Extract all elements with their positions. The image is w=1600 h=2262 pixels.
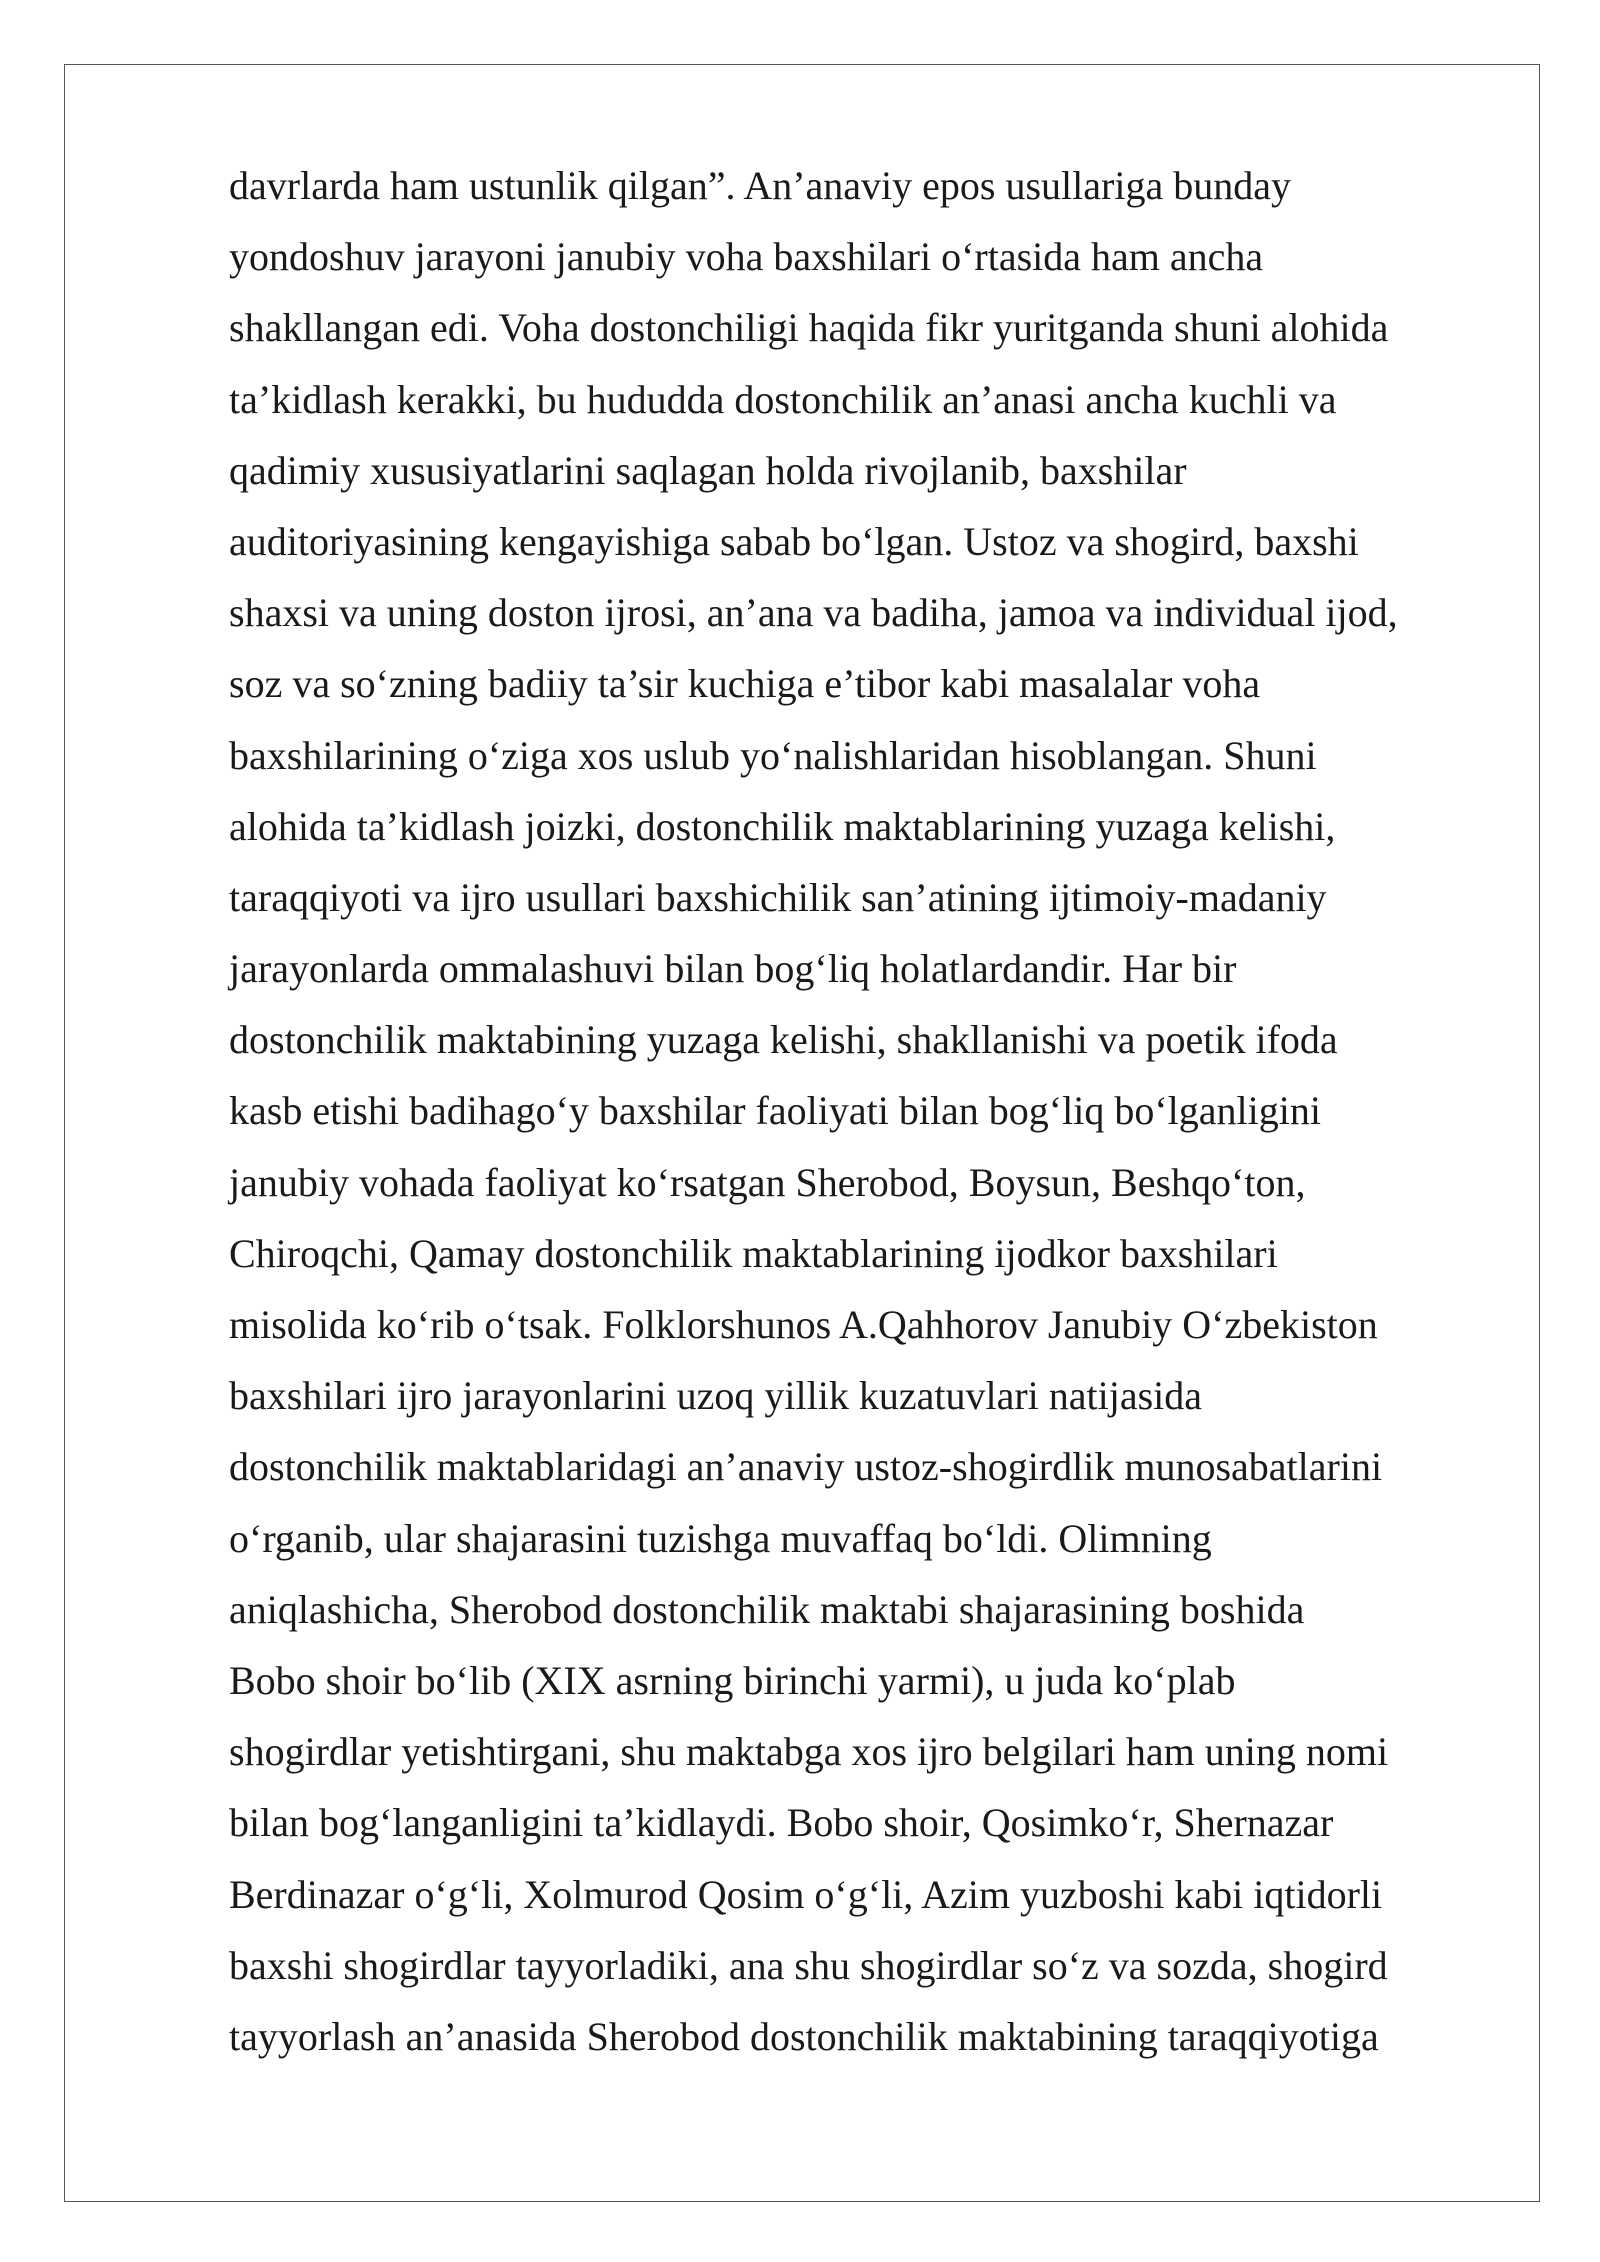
text-line: auditoriyasining kengayishiga sabab bo‘lgan. Ustoz va shogird, baxshi [229, 518, 1359, 564]
text-line: taraqqiyoti va ijro usullari baxshichilik san’atining ijtimoiy-madaniy [229, 874, 1327, 920]
text-line: soz va so‘zning badiiy ta’sir kuchiga e’tibor kabi masalalar voha [229, 661, 1261, 707]
text-line: tayyorlash an’anasida Sherobod dostonchilik maktabining taraqqiyotiga [229, 2013, 1379, 2059]
text-line: baxshilari ijro jarayonlarini uzoq yillik kuzatuvlari natijasida [229, 1373, 1203, 1419]
text-line: Chiroqchi, Qamay dostonchilik maktablarining ijodkor baxshilari [229, 1230, 1278, 1276]
text-line: qadimiy xususiyatlarini saqlagan holda rivojlanib, baxshilar [229, 447, 1187, 493]
text-line: dostonchilik maktablaridagi an’anaviy ustoz-shogirdlik munosabatlarini [229, 1444, 1383, 1490]
text-line: jarayonlarda ommalashuvi bilan bog‘liq holatlardandir. Har bir [229, 946, 1237, 992]
text-line: shogirdlar yetishtirgani, shu maktabga xos ijro belgilari ham uning nomi [229, 1729, 1389, 1775]
text-line: Berdinazar o‘g‘li, Xolmurod Qosim o‘g‘li, Azim yuzboshi kabi iqtidorli [229, 1871, 1383, 1917]
text-line: bilan bog‘langanligini ta’kidlaydi. Bobo shoir, Qosimko‘r, Shernazar [229, 1800, 1334, 1846]
text-line: ta’kidlash kerakki, bu hududda dostonchilik an’anasi ancha kuchli va [229, 376, 1337, 422]
text-line: davrlarda ham ustunlik qilgan”. An’anaviy epos usullariga bunday [229, 163, 1291, 208]
body-paragraph [229, 150, 1519, 2072]
text-line: baxshi shogirdlar tayyorladiki, ana shu shogirdlar so‘z va sozda, shogird [229, 1942, 1388, 1988]
text-line: alohida ta’kidlash joizki, dostonchilik maktablarining yuzaga kelishi, [229, 803, 1336, 849]
text-line: Bobo shoir bo‘lib (XIX asrning birinchi yarmi), u juda ko‘plab [229, 1657, 1236, 1703]
text-line: aniqlashicha, Sherobod dostonchilik maktabi shajarasining boshida [229, 1586, 1305, 1632]
text-line: misolida ko‘rib o‘tsak. Folklorshunos A.Qahhorov Janubiy O‘zbekiston [229, 1302, 1378, 1347]
text-line: yondoshuv jarayoni janubiy voha baxshilari o‘rtasida ham ancha [229, 234, 1264, 280]
text-line: shaxsi va uning doston ijrosi, an’ana va badiha, jamoa va individual ijod, [229, 590, 1398, 636]
text-line: dostonchilik maktabining yuzaga kelishi, shakllanishi va poetik ifoda [229, 1017, 1338, 1063]
text-line: janubiy vohada faoliyat ko‘rsatgan Sherobod, Boysun, Beshqo‘ton, [229, 1159, 1306, 1205]
text-line: o‘rganib, ular shajarasini tuzishga muvaffaq bo‘ldi. Olimning [229, 1515, 1212, 1561]
text-line: shakllangan edi. Voha dostonchiligi haqida fikr yuritganda shuni alohida [229, 305, 1389, 351]
text-line: baxshilarining o‘ziga xos uslub yo‘nalishlaridan hisoblangan. Shuni [229, 732, 1317, 778]
text-line: kasb etishi badihago‘y baxshilar faoliyati bilan bog‘liq bo‘lganligini [229, 1088, 1321, 1134]
